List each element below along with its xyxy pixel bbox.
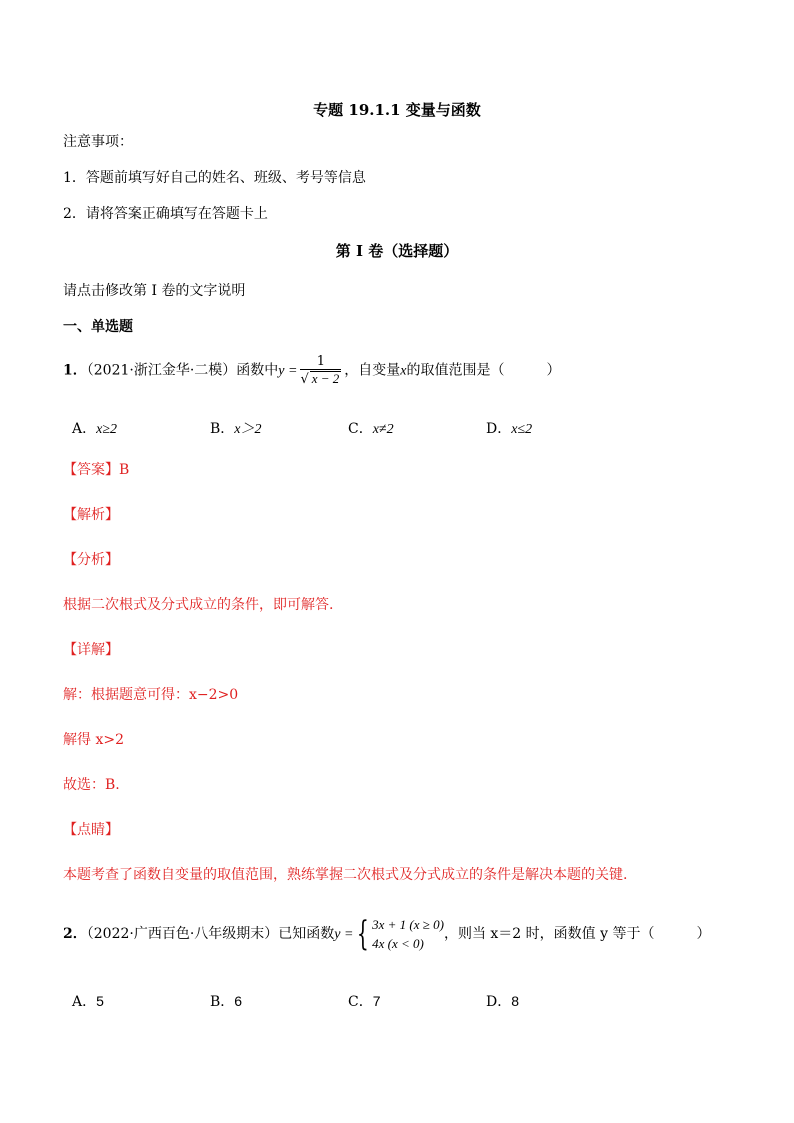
option-a	[72, 418, 117, 438]
question-2	[63, 915, 710, 953]
option-label: A．	[72, 421, 97, 437]
detail-line-1: 解：根据题意可得：x−2>0	[63, 687, 239, 703]
option-label: B．	[210, 994, 235, 1010]
case-2: 4x (x < 0)	[372, 936, 424, 951]
option-label: A．	[72, 994, 97, 1010]
fenxi-tag: 【分析】	[63, 552, 119, 568]
question-number: 1．	[63, 362, 87, 379]
option-d	[486, 991, 519, 1011]
option-value: x≠2	[372, 422, 394, 437]
option-value: x＞2	[234, 422, 262, 437]
document-title: 专题 19.1.1 变量与函数	[313, 101, 481, 119]
option-value: 8	[511, 993, 520, 1009]
notice-item-2: 2．请将答案正确填写在答题卡上	[63, 206, 268, 222]
detail-line-3: 故选：B.	[63, 777, 120, 793]
fenxi-text: 根据二次根式及分式成立的条件，即可解答.	[63, 597, 334, 613]
detail-line-2: 解得 x>2	[63, 732, 124, 748]
variable: x	[400, 363, 407, 379]
option-c	[348, 991, 381, 1011]
option-b	[210, 418, 262, 438]
fraction-denominator: √ x − 2	[300, 371, 340, 387]
fraction	[300, 355, 341, 386]
option-value: 5	[96, 993, 104, 1009]
piecewise-cases	[372, 915, 444, 953]
option-value: 7	[372, 993, 381, 1009]
option-label: D．	[486, 421, 512, 437]
comment-text: 本题考查了函数自变量的取值范围，熟练掌握二次根式及分式成立的条件是解决本题的关键.	[63, 867, 628, 883]
option-value: x≥2	[96, 422, 118, 437]
function-lhs: y =	[278, 363, 298, 379]
fraction-numerator: 1	[300, 355, 341, 370]
option-label: C．	[348, 994, 373, 1010]
option-label: C．	[348, 421, 373, 437]
option-value: x≤2	[511, 422, 533, 437]
part-heading: 一、单选题	[63, 319, 133, 335]
case-1: 3x + 1 (x ≥ 0)	[372, 917, 444, 932]
option-value: 6	[234, 993, 243, 1009]
notice-heading: 注意事项：	[63, 134, 133, 150]
comment-tag: 【点睛】	[63, 822, 119, 838]
function-lhs: y =	[334, 927, 354, 942]
analysis-tag: 【解析】	[63, 507, 119, 523]
question-number: 2．	[63, 926, 87, 942]
question-source: （2022·广西百色·八年级期末）已知函数	[86, 926, 335, 942]
section-note: 请点击修改第 I 卷的文字说明	[63, 283, 246, 299]
question-text: ，自变量	[344, 362, 401, 379]
detail-tag: 【详解】	[63, 642, 119, 658]
option-label: B．	[210, 421, 235, 437]
question-text-end: 的取值范围是（ ）	[406, 362, 561, 379]
brace-icon: {	[357, 914, 370, 954]
option-label: D．	[486, 994, 512, 1010]
option-c	[348, 418, 394, 438]
answer-tag: 【答案】B	[63, 462, 130, 478]
option-a	[72, 991, 104, 1011]
notice-item-1: 1．答题前填写好自己的姓名、班级、考号等信息	[63, 170, 366, 186]
option-d	[486, 418, 532, 438]
sqrt-radicand: x − 2	[311, 371, 340, 386]
section-title: 第 I 卷（选择题）	[335, 242, 459, 260]
question-text: ，则当 x＝2 时，函数值 y 等于（ ）	[443, 926, 711, 942]
question-source: （2021·浙江金华·二模）函数中	[86, 362, 279, 379]
question-1	[63, 355, 561, 386]
option-b	[210, 991, 242, 1011]
